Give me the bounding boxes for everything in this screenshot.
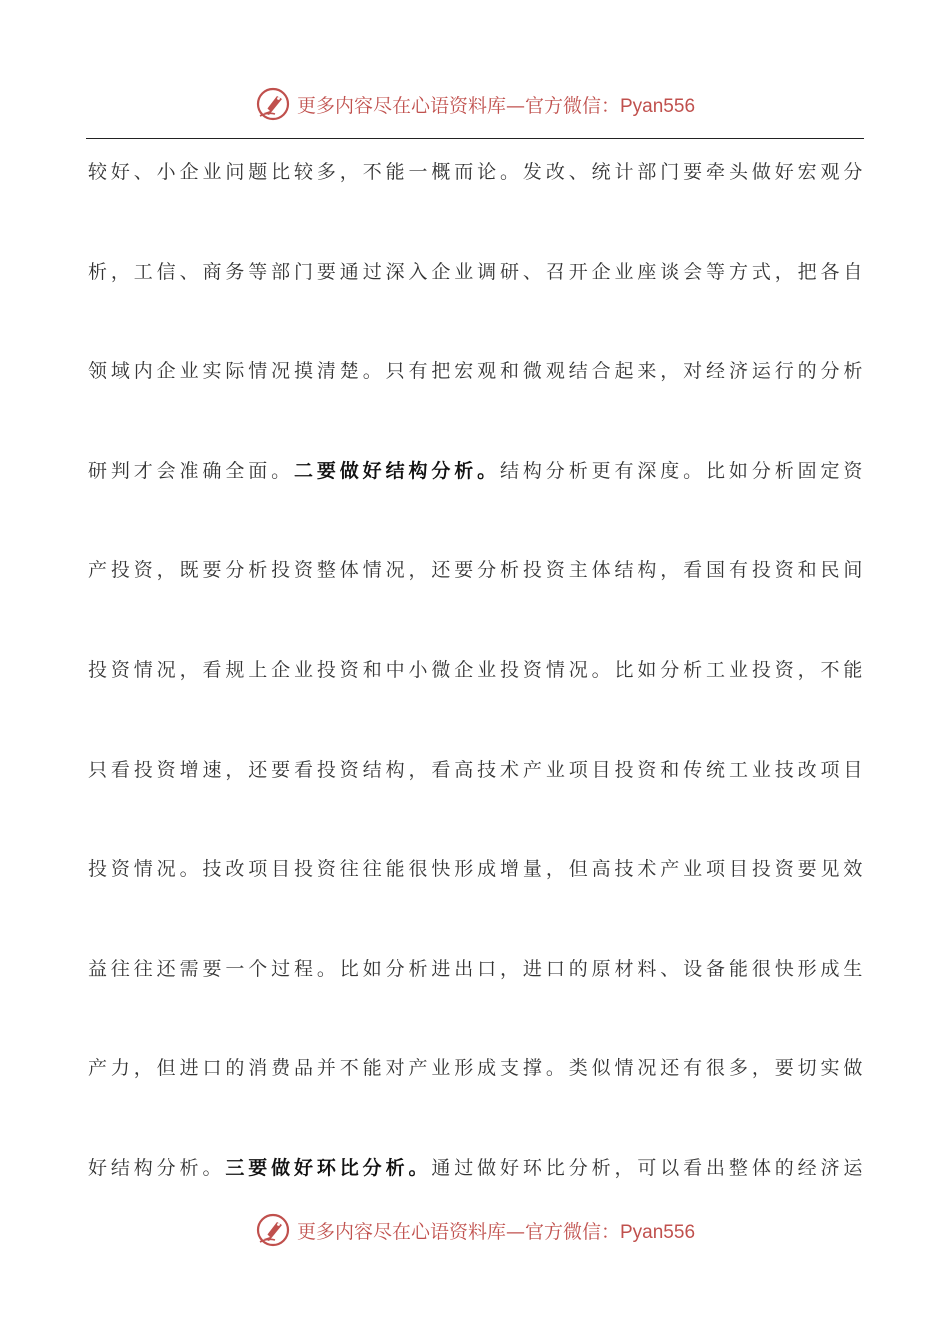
- text-line: 产投资，既要分析投资整体情况，还要分析投资主体结构，看国有投资和民间: [88, 559, 864, 582]
- section-heading-sequential: 三要做好环比分析。: [225, 1156, 432, 1179]
- text-line: 只看投资增速，还要看投资结构，看高技术产业项目投资和传统工业技改项目: [88, 758, 864, 781]
- footer-brand-id: Pyan556: [620, 1221, 696, 1243]
- document-body: [88, 148, 864, 1244]
- header-brand-id: Pyan556: [620, 95, 696, 117]
- footer-brand: [0, 1210, 950, 1250]
- header-divider: [86, 138, 864, 139]
- pen-nib-logo-icon: [255, 1212, 291, 1248]
- text-line: 好结构分析。三要做好环比分析。通过做好环比分析，可以看出整体的经济运: [88, 1156, 864, 1179]
- pen-nib-logo-icon: [255, 86, 291, 122]
- header-brand: [0, 84, 950, 124]
- text-line: 投资情况，看规上企业投资和中小微企业投资情况。比如分析工业投资，不能: [88, 658, 864, 681]
- text-line: 投资情况。技改项目投资往往能很快形成增量，但高技术产业项目投资要见效: [88, 858, 864, 881]
- text-line: 领域内企业实际情况摸清楚。只有把宏观和微观结合起来，对经济运行的分析: [88, 360, 864, 383]
- text-line: 产力，但进口的消费品并不能对产业形成支撑。类似情况还有很多，要切实做: [88, 1057, 864, 1080]
- text-line: 析，工信、商务等部门要通过深入企业调研、召开企业座谈会等方式，把各自: [88, 260, 864, 283]
- section-heading-structure: 二要做好结构分析。: [294, 459, 501, 482]
- text-line: 研判才会准确全面。二要做好结构分析。结构分析更有深度。比如分析固定资: [88, 459, 864, 482]
- footer-brand-text: 更多内容尽在心语资料库—官方微信：Pyan556: [296, 1220, 696, 1243]
- header-brand-text: 更多内容尽在心语资料库—官方微信：Pyan556: [296, 94, 696, 117]
- text-line: 较好、小企业问题比较多，不能一概而论。发改、统计部门要牵头做好宏观分: [88, 161, 864, 183]
- text-line: 益往往还需要一个过程。比如分析进出口，进口的原材料、设备能很快形成生: [88, 957, 864, 980]
